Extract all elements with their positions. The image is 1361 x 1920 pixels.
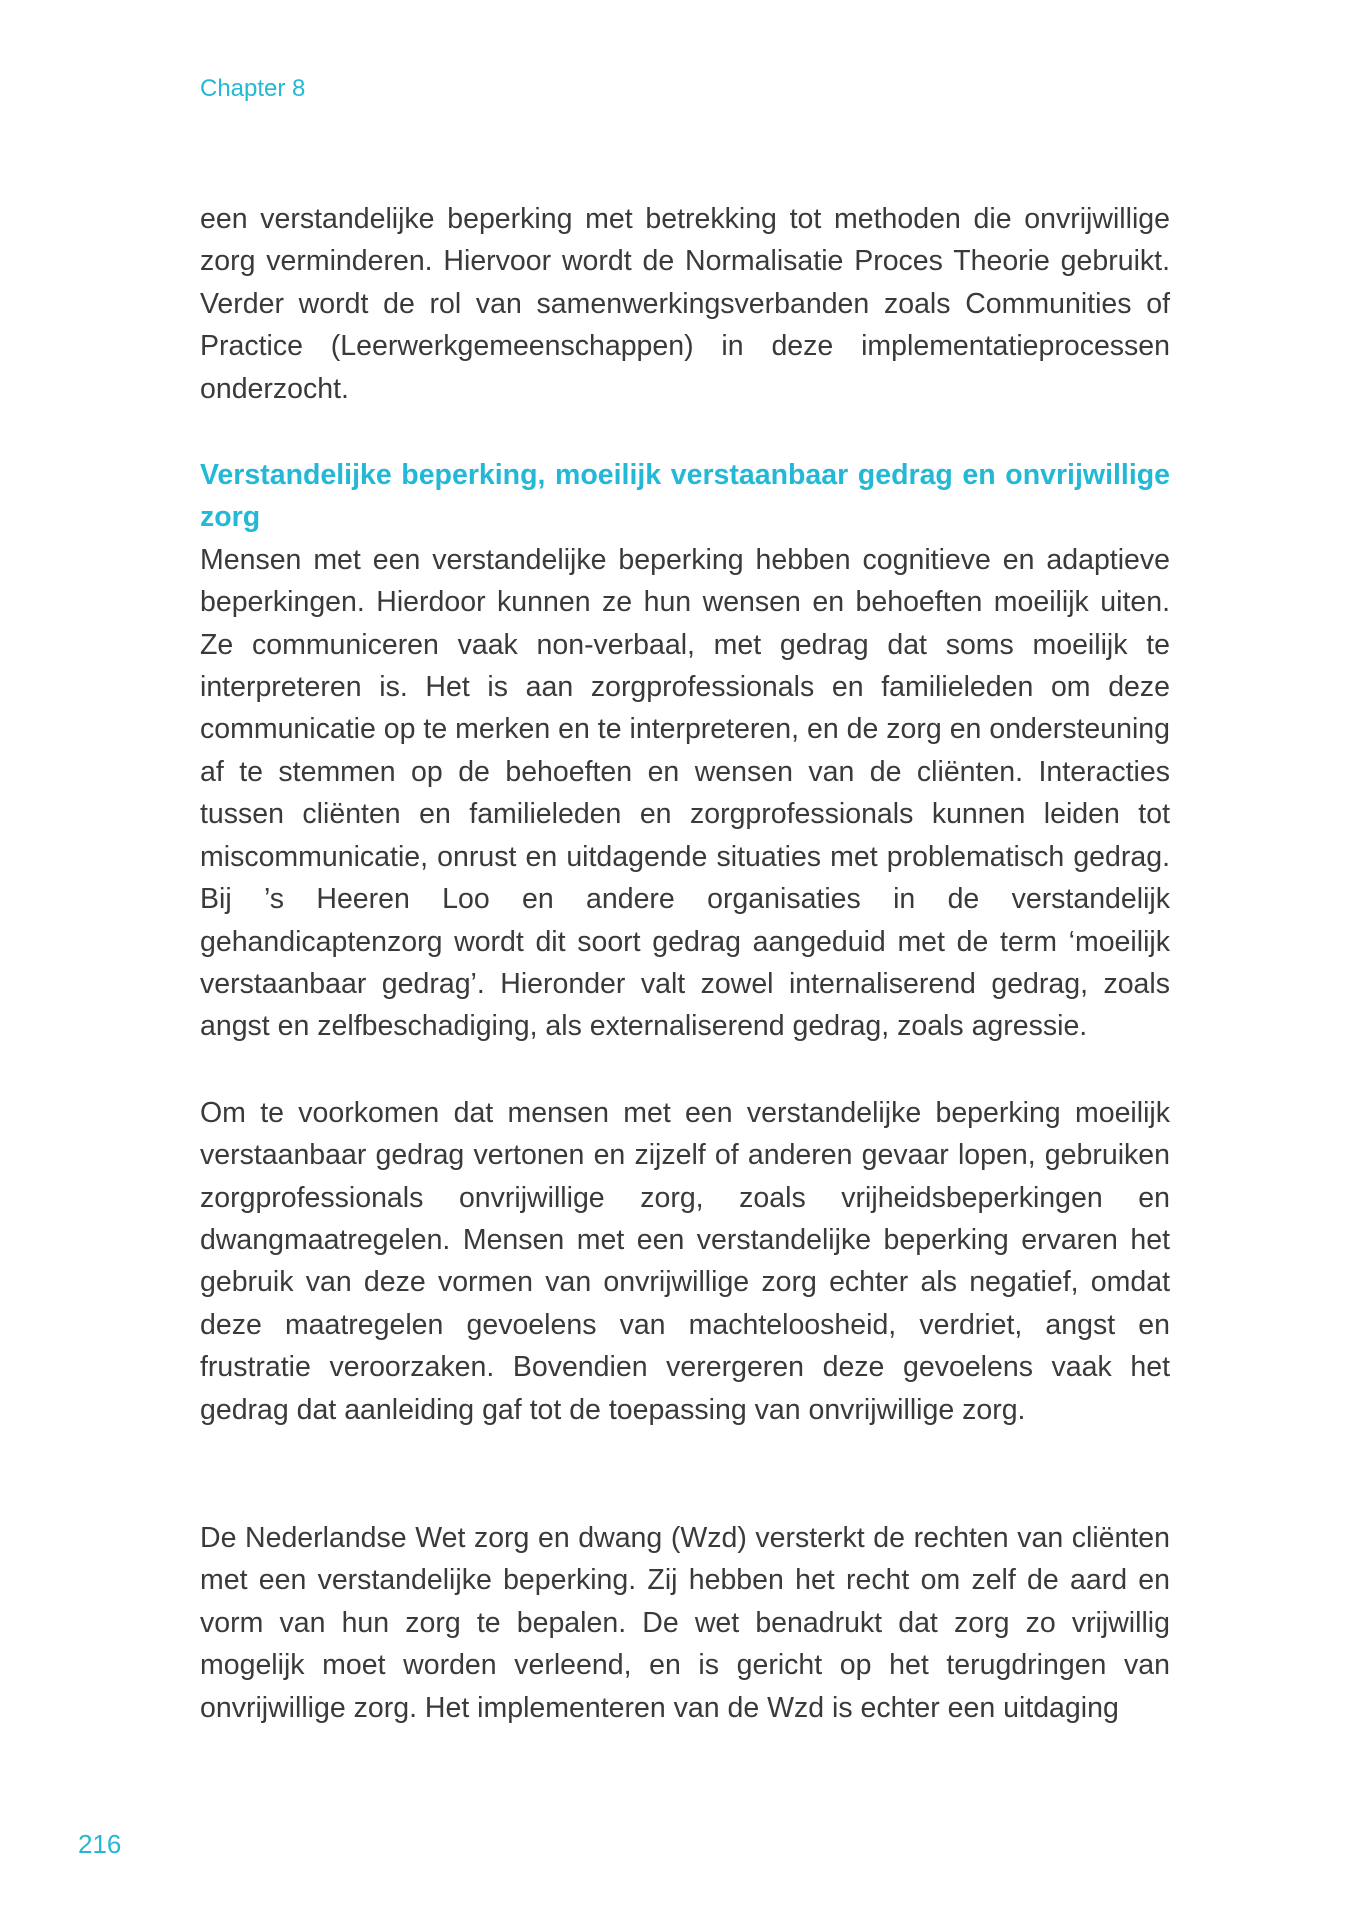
spacer — [200, 1048, 1170, 1092]
section-heading: Verstandelijke beperking, moeilijk verstaanbaar gedrag en onvrijwillige zorg — [200, 459, 1170, 534]
paragraph-involuntary-care: Om te voorkomen dat mensen met een verstandelijke beperking moeilijk verstaanbaar gedrag vertonen en zijzelf of anderen gevaar lopen, gebruiken zorgprofessionals onvrijwillige zorg, zoals vrijheidsbeperkingen en dwangmaatregelen. Mensen met een verstandelijke beperking ervaren het gebruik van deze vormen van onvrijwillige zorg echter als negatief, omdat deze maatregelen gevoelens van machteloosheid, verdriet, angst en frustratie veroorzaken. Bovendien verergeren deze gevoelens vaak het gedrag dat aanleiding gaf tot de toepassing van onvrijwillige zorg. — [200, 1096, 1170, 1426]
spacer — [200, 410, 1170, 454]
paragraph-wzd: De Nederlandse Wet zorg en dwang (Wzd) versterkt de rechten van cliënten met een verstandelijke beperking. Zij hebben het recht om zelf de aard en vorm van hun zorg te bepalen. De wet benadrukt dat zorg zo vrijwillig mogelijk moet worden verleend, en is gericht op het terugdringen van onvrijwillige zorg. Het implementeren van de Wzd is echter een uitdaging — [200, 1521, 1170, 1724]
paragraph-intellectual-disability: Mensen met een verstandelijke beperking hebben cognitieve en adaptieve beperkingen. Hierdoor kunnen ze hun wensen en behoeften moeilijk uiten. Ze communiceren vaak non-verbaal, met gedrag dat soms moeilijk te interpreteren is. Het is aan zorgprofessionals en familieleden om deze communicatie op te merken en te interpreteren, en de zorg en ondersteuning af te stemmen op de behoeften en wensen van de cliënten. Interacties tussen cliënten en familieleden en zorgprofessionals kunnen leiden tot miscommunicatie, onrust en uitdagende situaties met problematisch gedrag. Bij ’s Heeren Loo en andere organisaties in de verstandelijk gehandicaptenzorg wordt dit soort gedrag aangeduid met de term ‘moeilijk verstaanbaar gedrag’. Hieronder valt zowel internaliserend gedrag, zoals angst en zelfbeschadiging, als externaliserend gedrag, zoals agressie. — [200, 543, 1170, 1043]
page-body — [200, 198, 1170, 1729]
page-number: 216 — [78, 1829, 122, 1859]
spacer — [200, 1431, 1170, 1517]
paragraph-intro: een verstandelijke beperking met betrekking tot methoden die onvrijwillige zorg verminderen. Hiervoor wordt de Normalisatie Proces Theorie gebruikt. Verder wordt de rol van samenwerkingsverbanden zoals Communities of Practice (Leerwerkgemeenschappen) in deze implementatieprocessen onderzocht. — [200, 203, 1170, 405]
running-head: Chapter 8 — [200, 75, 306, 102]
